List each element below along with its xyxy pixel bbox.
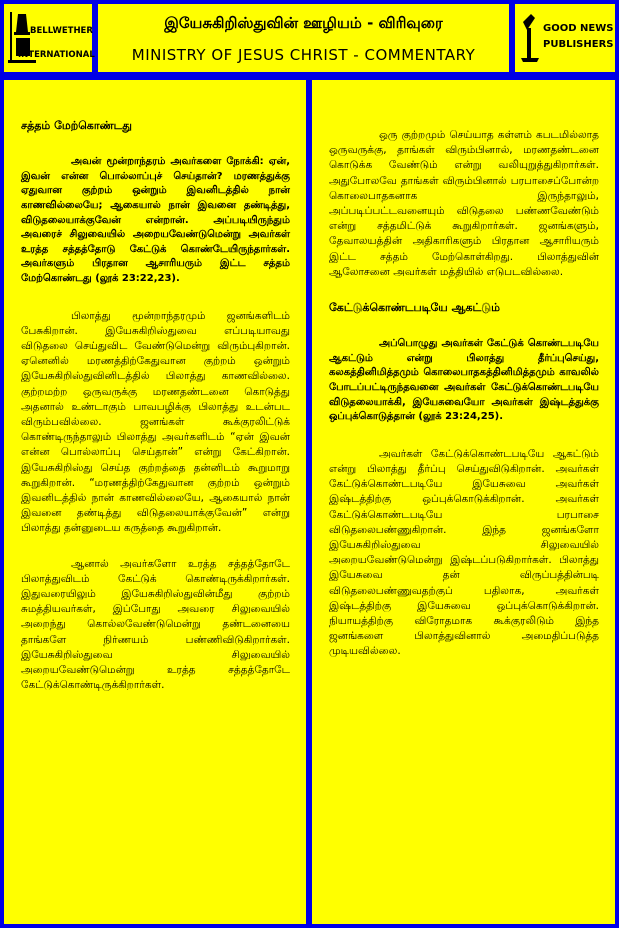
commentary-paragraph: பிலாத்து மூன்றாந்தரமும் ஜனங்களிடம் பேசுகிறான். இயேசுகிறிஸ்துவை எப்படியாவது விடுதலை செய்துவிட வேண்டுமென்று விரும்புகிறான். ஏனெனில் மரணத்திற்கேதுவான குற்றம் ஒன்றும் இயேசுகிறிஸ்துவினிடத்தில் பிலாத்து காணவில்லை. குற்றமற்ற ஒருவருக்கு மரணதண்டனை கொடுத்து அதனால் உண்டாகும் பாவபழிக்கு பிலாத்து உடன்பட விரும்பவில்லை. ஜனங்கள் கூக்குரலிட்டுக் கொண்டிருந்தாலும் பிலாத்து அவர்களிடம் “ஏன் இவன் என்ன பொல்லாப்பு செய்தான்” என்று கேட்கிறான். இயேசுகிறிஸ்து செய்த குற்றத்தை தன்னிடம் கூறுமாறு கூறுகிறான். “மரணத்திற்கேதுவான குற்றம் ஒன்றும் இவனிடத்தில் நான் காணவில்லையே, ஆகையால் நான் இவனை தண்டித்து விடுதலையாக்குவேன்” என்று பிலாத்து தன்னுடைய கருத்தை கூறுகிறான். (21, 309, 290, 535)
logo-text-line2: INTERNATIONAL (18, 50, 95, 60)
title-tamil: இயேசுகிறிஸ்துவின் ஊழியம் - விரிவுரை (164, 14, 443, 32)
section-heading: கேட்டுக்கொண்டபடியே ஆகட்டும் (329, 301, 500, 315)
left-column (4, 80, 306, 924)
commentary-paragraph: ஒரு குற்றமும் செய்யாத கள்ளம் கபடமில்லாத ஒருவருக்கு, தாங்கள் விரும்பினால், மரணதண்டனை கொடுக்க வேண்டும் என்று வலியுறுத்துகிறார்கள். அதுபோலவே தாங்கள் விரும்பினால் பரபாசைப்போன்ற கொலைபாதகனாக இருந்தாலும், அப்படிப்பட்டவனையும் விடுதலை பண்ணவேண்டும் என்று சத்தமிட்டுக் கூறுகிறார்கள். ஜனங்களும், தேவாலயத்தின் அதிகாரிகளும் பிரதான ஆசாரியரும் இட்ட சத்தம் மேற்கொள்கிறது. பிலாத்துவின் ஆலோசனை அவர்கள் மத்தியில் எடுபடவில்லை. (329, 129, 599, 278)
good-news-logo (515, 4, 615, 72)
logo-text-line2: PUBLISHERS (543, 39, 614, 50)
publisher-icon (515, 4, 615, 72)
title-banner (98, 4, 509, 72)
section-heading: சத்தம் மேற்கொண்டது (21, 119, 132, 132)
scripture-quote: அவன் மூன்றாந்தரம் அவர்களை நோக்கி: ஏன், இவன் என்ன பொல்லாப்புச் செய்தான்? மரணத்துக்கு ஏதுவான குற்றம் ஒன்றும் இவனிடத்தில் நான் காணவில்லையே; ஆகையால் நான் இவனை தண்டித்து, விடுதலையாக்குவேன் என்றான். அப்படியிருந்தும் அவரைச் சிலுவையில் அறையவேண்டுமென்று அவர்கள் உரத்த சத்தத்தோடு கேட்டுக் கொண்டேயிருந்தார்கள். அவர்களும் பிரதான ஆசாரியரும் இட்ட சத்தம் மேற்கொண்டது (லூக் 23:22,23). (21, 156, 290, 284)
logo-text-line1: GOOD NEWS (543, 23, 614, 34)
commentary-paragraph: அவர்கள் கேட்டுக்கொண்டபடியே ஆகட்டும் என்று பிலாத்து தீர்ப்பு செய்துவிடுகிறான். அவர்கள் கேட்டுக்கொண்டபடியே இயேசுவை அவர்கள் இஷ்டத்திற்கு ஒப்புக்கொடுக்கிறான். அவர்கள் கேட்டுக்கொண்டபடியே பரபாசை விடுதலைபண்ணுகிறான். இந்த ஜனங்களோ இயேசுகிறிஸ்துவை சிலுவையில் அறையவேண்டுமென்று இஷ்டப்படுகிறார்கள். பிலாத்து இயேசுவை தன் விருப்பத்தின்படி விடுதலைபண்ணுவதற்குப் பதிலாக, அவர்கள் இஷ்டத்திற்கு இயேசுவை ஒப்புக்கொடுக்கிறான். நியாயத்திற்கு விரோதமாக கூக்குரலிடும் இந்த ஜனங்களை பிலாத்துவினால் அமைதிப்படுத்த முடியவில்லை. (329, 447, 599, 658)
bellwether-logo (4, 4, 95, 72)
right-column (312, 80, 615, 924)
commentary-paragraph: ஆனால் அவர்களோ உரத்த சத்தத்தோடே பிலாத்துவிடம் கேட்டுக் கொண்டிருக்கிறார்கள். இதுவரையிலும் இயேசுகிறிஸ்துவின்மீது குற்றம் சுமத்தியவர்கள், இப்போது அவரை சிலுவையில் அறைந்து கொல்லவேண்டுமென்று தண்டனையை தாங்களே நிர்ணயம் பண்ணிவிடுகிறார்கள். இயேசுகிறிஸ்துவை சிலுவையில் அறையவேண்டுமென்று உரத்த சத்தத்தோடே கேட்டுக்கொண்டிருக்கிறார்கள். (21, 557, 290, 692)
bell-icon (4, 4, 92, 72)
title-english: MINISTRY OF JESUS CHRIST - COMMENTARY (131, 46, 476, 64)
logo-text-line1: BELLWETHER (30, 26, 93, 36)
scripture-quote: அப்பொழுது அவர்கள் கேட்டுக் கொண்டபடியே ஆகட்டும் என்று பிலாத்து தீர்ப்புசெய்து, கலகத்தினிமித்தமும் கொலைபாதகத்தினிமித்தமும் காவலில் போடப்பட்டிருந்தவனை அவர்கள் கேட்டுக்கொண்டபடியே விடுதலையாக்கி, இயேசுவையோ அவர்கள் இஷ்டத்துக்கு ஒப்புக்கொடுத்தான் (லூக் 23:24,25). (329, 338, 599, 423)
